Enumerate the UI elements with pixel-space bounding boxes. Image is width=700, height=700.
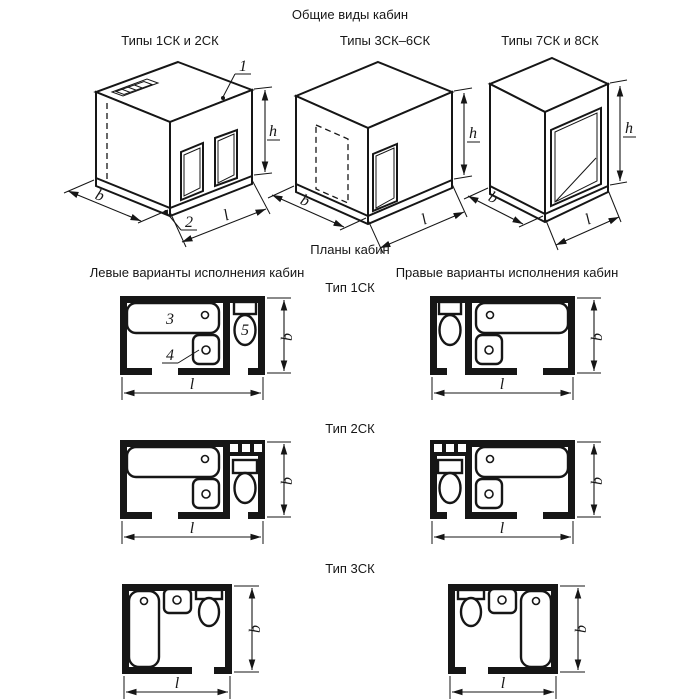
- dim-l-label: l: [189, 520, 195, 537]
- washbasin-drain: [485, 490, 493, 498]
- dim-width: [560, 586, 590, 672]
- bathtub-drain: [141, 598, 148, 605]
- dim-width: [267, 298, 296, 373]
- toilet-tank: [233, 460, 257, 473]
- bathtub-drain: [202, 312, 209, 319]
- toilet-bowl: [440, 473, 461, 503]
- iso-view-types-3sk-6sk: [268, 62, 480, 253]
- callout-bath-number: 3: [166, 311, 174, 328]
- dim-l-label: l: [499, 376, 505, 393]
- dim-width: [267, 442, 296, 517]
- callout-cabin-number: 1: [239, 58, 247, 75]
- iso-view-types-1sk-2sk: [64, 58, 280, 247]
- bathtub-drain: [487, 456, 494, 463]
- dim-b-label: b: [573, 625, 590, 633]
- plan-type2-label: Тип 2СК: [325, 421, 375, 436]
- dim-b-label: b: [485, 188, 501, 208]
- dim-b-label: b: [589, 333, 606, 341]
- dim-l-label: l: [221, 207, 232, 225]
- callout-base: [164, 210, 197, 231]
- dim-width: [577, 442, 606, 517]
- toilet-tank: [438, 460, 462, 473]
- dim-b-label: b: [589, 477, 606, 485]
- view3-label: Типы 7СК и 8СК: [501, 33, 599, 48]
- washbasin-drain: [498, 596, 506, 604]
- partition-wall: [465, 447, 472, 519]
- dim-l-label: l: [499, 520, 505, 537]
- toilet-bowl: [461, 598, 481, 626]
- dim-l-label: l: [189, 376, 195, 393]
- view2-label: Типы 3СК–6СК: [339, 33, 431, 48]
- plan-type3-right: [448, 584, 590, 699]
- dim-length: [432, 520, 573, 544]
- dim-l-label: l: [582, 211, 594, 229]
- dim-b-label: b: [279, 477, 296, 485]
- view1-label: Типы 1СК и 2СК: [121, 33, 219, 48]
- dim-length: [122, 520, 263, 544]
- dim-height-iso1: [254, 87, 280, 175]
- plan-type2-right: [430, 440, 606, 544]
- left-variants-header: Левые варианты исполнения кабин: [89, 265, 305, 280]
- dim-l-label: l: [500, 675, 506, 692]
- partition-wall: [223, 303, 230, 375]
- dim-height-iso2: [454, 88, 480, 179]
- plan-type3-left: [122, 584, 264, 699]
- toilet-bowl: [235, 473, 256, 503]
- callout-base-number: 2: [185, 214, 193, 231]
- dim-width: [577, 298, 606, 373]
- washbasin-drain: [202, 346, 210, 354]
- dim-l-label: l: [418, 211, 430, 229]
- vent-block: [430, 440, 470, 456]
- dim-b-label: b: [297, 191, 312, 211]
- washbasin-drain: [485, 346, 493, 354]
- dim-b-label: b: [279, 333, 296, 341]
- plans-section-title: Планы кабин: [310, 242, 390, 257]
- iso-view-types-7sk-8sk: [464, 58, 636, 250]
- dim-b-label: b: [92, 186, 107, 206]
- dim-length: [124, 675, 230, 699]
- dim-l-label: l: [174, 675, 180, 692]
- toilet-bowl: [440, 315, 461, 345]
- right-variants-header: Правые варианты исполнения кабин: [395, 265, 619, 280]
- page-title: Общие виды кабин: [291, 7, 409, 22]
- dim-h-label: h: [469, 125, 477, 142]
- dim-width: [234, 586, 264, 672]
- dim-height-iso3: [610, 80, 636, 185]
- dim-length: [450, 675, 556, 699]
- dim-length: [122, 376, 263, 400]
- callout-washbasin-number: 4: [166, 347, 174, 364]
- plan-type1-right: [430, 296, 606, 400]
- dim-h-label: h: [625, 120, 633, 137]
- plan-type1-label: Тип 1СК: [325, 280, 375, 295]
- plan-type3-label: Тип 3СК: [325, 561, 375, 576]
- callout-toilet-number: 5: [241, 322, 249, 339]
- plan-type2-left: [120, 440, 296, 544]
- plan-type1-left: [120, 296, 296, 400]
- bathtub-drain: [533, 598, 540, 605]
- bathtub-drain: [487, 312, 494, 319]
- washbasin-drain: [202, 490, 210, 498]
- dim-length: [432, 376, 573, 400]
- washbasin-drain: [173, 596, 181, 604]
- toilet-bowl: [199, 598, 219, 626]
- toilet-tank: [439, 302, 461, 314]
- vent-block: [225, 440, 265, 456]
- partition-wall: [223, 447, 230, 519]
- partition-wall: [465, 303, 472, 375]
- toilet-tank: [234, 302, 256, 314]
- dim-h-label: h: [269, 123, 277, 140]
- dim-b-label: b: [247, 625, 264, 633]
- bathtub-drain: [202, 456, 209, 463]
